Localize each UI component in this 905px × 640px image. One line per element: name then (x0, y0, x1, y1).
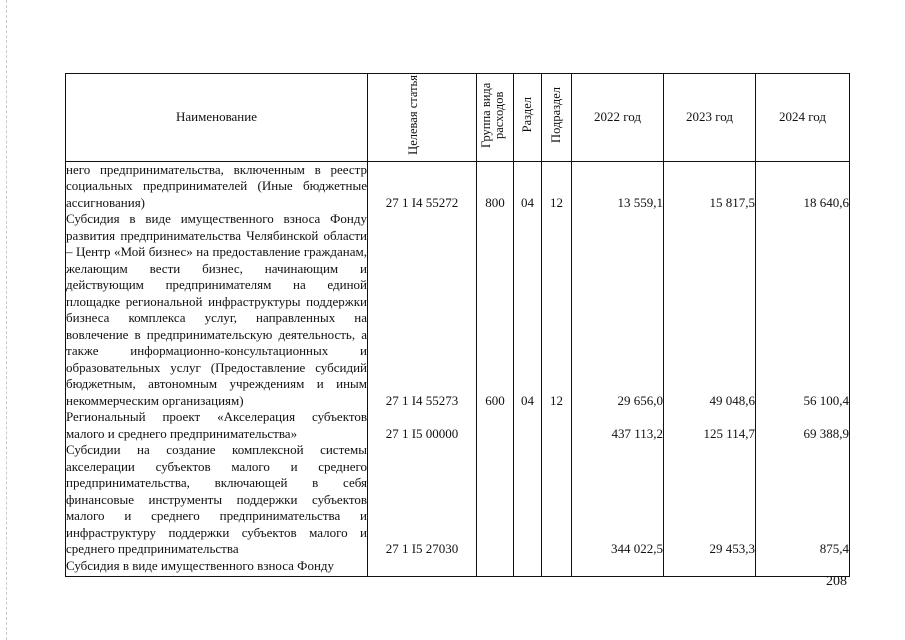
row-target-article: 27 1 I5 00000 (368, 409, 477, 442)
row-target-article: 27 1 I4 55272 (368, 161, 477, 211)
row-target-article: 27 1 I4 55273 (368, 211, 477, 409)
header-section: Раздел (514, 74, 542, 162)
empty-cell (514, 558, 542, 577)
empty-cell (542, 558, 572, 577)
scan-margin-line (6, 0, 7, 640)
row-value-2022: 13 559,1 (572, 161, 664, 211)
row-value-2023: 29 453,3 (664, 442, 756, 558)
row-value-2023: 49 048,6 (664, 211, 756, 409)
row-subsection: 12 (542, 161, 572, 211)
row-value-2023: 15 817,5 (664, 161, 756, 211)
row-section (514, 409, 542, 442)
row-value-2024: 56 100,4 (756, 211, 850, 409)
header-year-2023: 2023 год (664, 74, 756, 162)
row-section: 04 (514, 211, 542, 409)
header-name: Наименование (66, 74, 368, 162)
row-value-2022: 437 113,2 (572, 409, 664, 442)
row-expense-group (477, 409, 514, 442)
empty-cell (664, 558, 756, 577)
row-expense-group: 600 (477, 211, 514, 409)
row-value-2024: 69 388,9 (756, 409, 850, 442)
table-row-continuation (66, 558, 850, 577)
header-target-article: Целевая статья (368, 74, 477, 162)
table-row (66, 409, 850, 442)
empty-cell (572, 558, 664, 577)
row-target-article: 27 1 I5 27030 (368, 442, 477, 558)
header-year-2024: 2024 год (756, 74, 850, 162)
header-year-2022: 2022 год (572, 74, 664, 162)
row-value-2024: 875,4 (756, 442, 850, 558)
row-expense-group: 800 (477, 161, 514, 211)
row-section: 04 (514, 161, 542, 211)
row-value-2022: 344 022,5 (572, 442, 664, 558)
row-name: Региональный проект «Акселерация субъектов малого и среднего предпринимательства» (66, 409, 367, 441)
row-subsection (542, 409, 572, 442)
row-value-2022: 29 656,0 (572, 211, 664, 409)
page-number: 208 (826, 574, 847, 589)
empty-cell (477, 558, 514, 577)
row-name: него предпринимательства, включенным в реестр социальных предпринимателей (Иные бюджетные ассигнования) (66, 161, 367, 210)
header-expense-group: Группа вида расходов (477, 74, 514, 162)
table-row (66, 161, 850, 211)
budget-table (65, 73, 850, 577)
row-subsection: 12 (542, 211, 572, 409)
row-value-2023: 125 114,7 (664, 409, 756, 442)
table-row (66, 211, 850, 409)
header-subsection: Подраздел (542, 74, 572, 162)
row-expense-group (477, 442, 514, 558)
row-name-continued: Субсидия в виде имущественного взноса Фонду (66, 558, 368, 577)
table-row (66, 442, 850, 558)
row-name: Субсидии на создание комплексной системы акселерации субъектов малого и среднего предпринимательства, включающей в себя финансовые инструменты поддержки субъектов малого и среднего предпринимательства и инфраструктуру поддержки субъектов малого и среднего предпринимательства (66, 442, 367, 556)
row-subsection (542, 442, 572, 558)
row-name: Субсидия в виде имущественного взноса Фонду развития предпринимательства Челябинской области – Центр «Мой бизнес» на предоставление гражданам, желающим вести бизнес, начинающим и действующим предпринимателям на единой площадке региональной инфраструктуры поддержки бизнеса комплекса услуг, направленных на вовлечение в предпринимательскую деятельность, а также информационно-консультационных и образовательных услуг (Предоставление субсидий бюджетным, автономным учреждениям и иным некоммерческим организациям) (66, 211, 367, 408)
table-header-row (66, 74, 850, 162)
row-value-2024: 18 640,6 (756, 161, 850, 211)
row-section (514, 442, 542, 558)
empty-cell (368, 558, 477, 577)
